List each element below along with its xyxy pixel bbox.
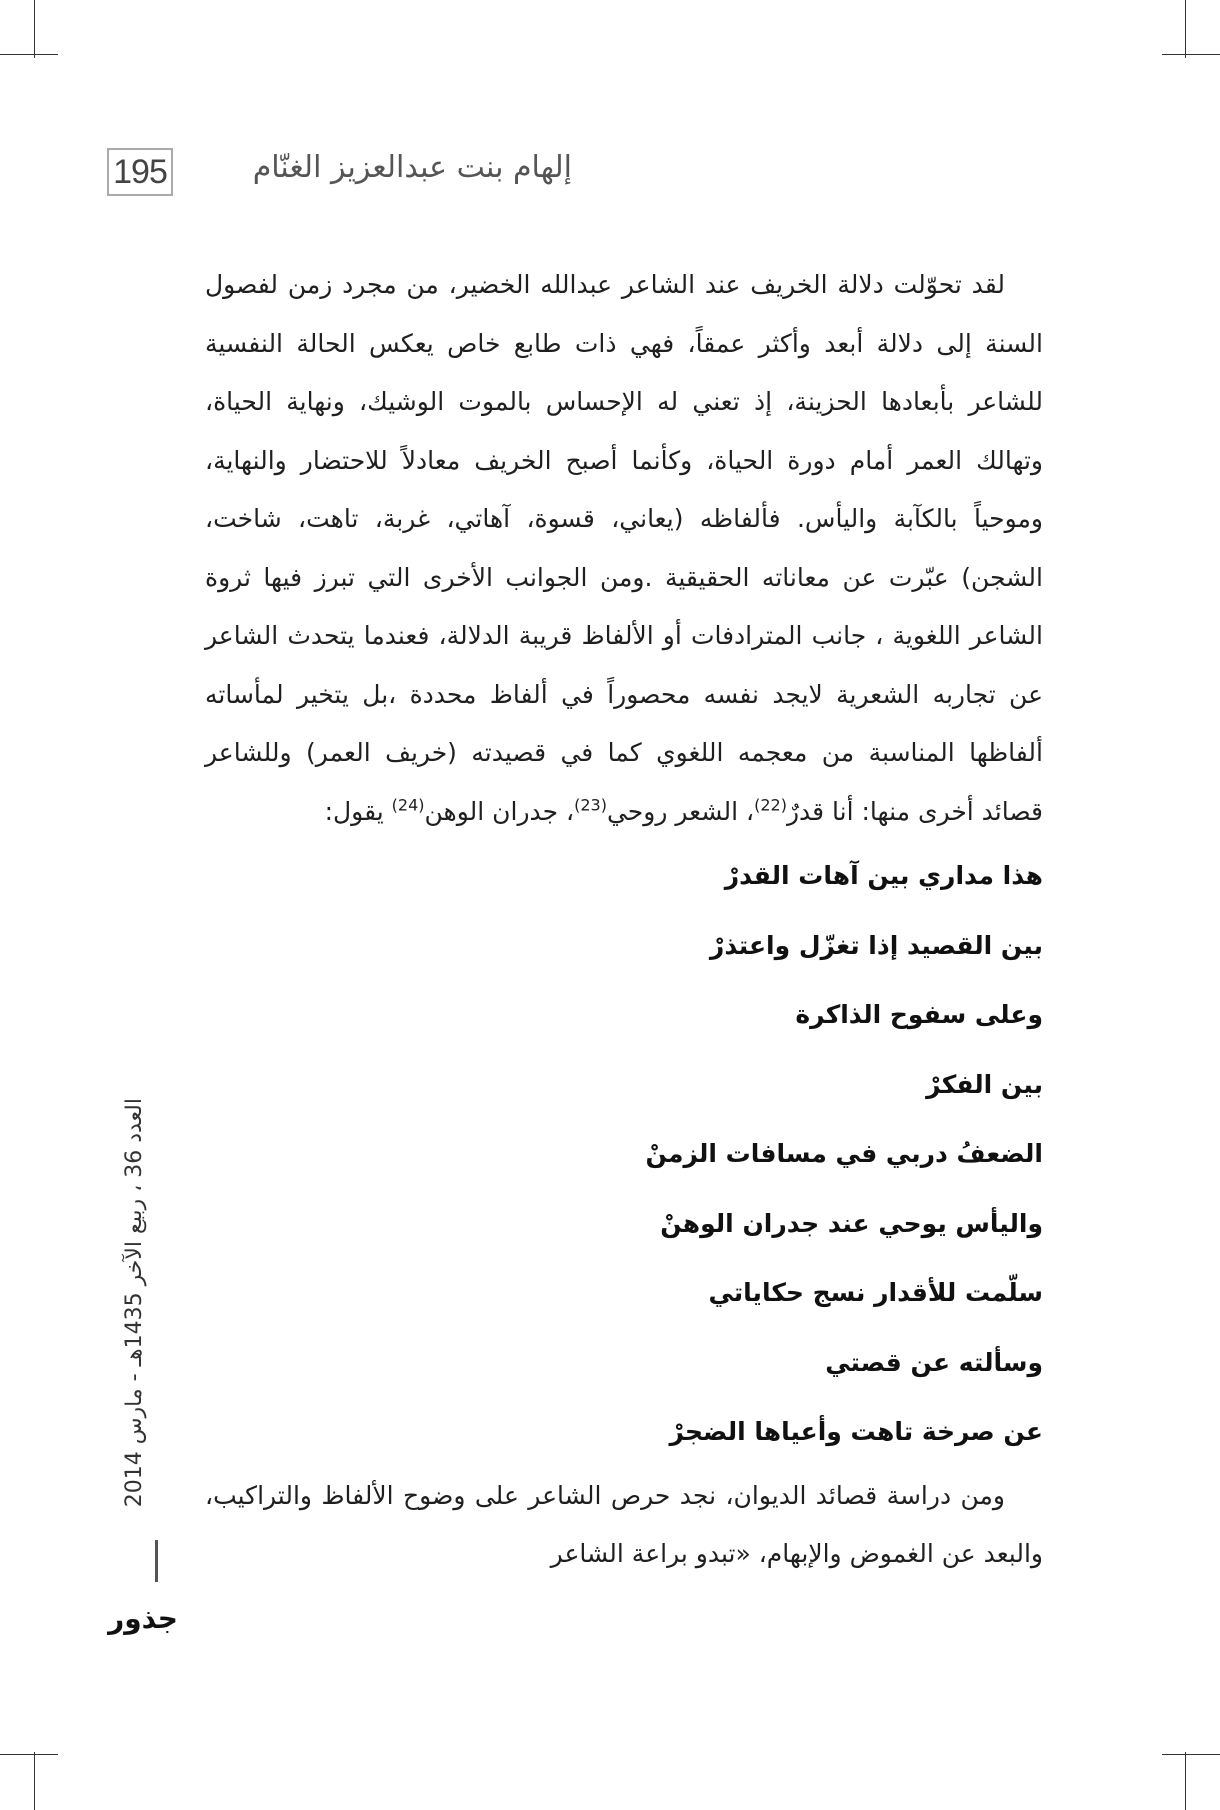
crop-mark — [0, 1754, 58, 1755]
page-number: 195 — [107, 148, 173, 196]
paragraph: ومن دراسة قصائد الديوان، نجد حرص الشاعر على وضوح الألفاظ والتراكيب، والبعد عن الغموض والإبهام، «تبدو براعة الشاعر — [205, 1480, 1043, 1568]
poem-line: الضعفُ دربي في مسافات الزمنْ — [645, 1139, 1043, 1168]
issue-info: العدد 36 ، ربيع الآخر 1435هـ - مارس 2014 — [122, 1098, 147, 1508]
paragraph-text: ، الشعر روحي — [606, 796, 755, 826]
crop-mark — [1162, 54, 1220, 55]
poem-line: عن صرخة تاهت وأعياها الضجرْ — [669, 1417, 1043, 1446]
crop-mark — [0, 54, 58, 55]
poem-line: واليأس يوحي عند جدران الوهنْ — [660, 1208, 1043, 1238]
crop-mark — [1185, 0, 1186, 58]
poem-line: بين الفكرْ — [926, 1069, 1043, 1099]
paragraph — [205, 256, 1043, 841]
article-body — [205, 256, 1043, 1584]
footnote-ref: (22) — [754, 795, 787, 815]
poem-line: هذا مداري بين آهات القدرْ — [724, 861, 1043, 890]
poem — [205, 841, 1043, 1467]
crop-mark — [34, 0, 35, 58]
poem-line: وعلى سفوح الذاكرة — [795, 1000, 1043, 1029]
crop-mark — [1162, 1754, 1220, 1755]
paragraph-text: ، جدران الوهن — [424, 796, 575, 826]
footnote-ref: (24) — [391, 795, 425, 815]
footnote-ref: (23) — [574, 795, 607, 815]
paragraph-text: يقول: — [324, 796, 392, 826]
crop-mark — [34, 1752, 35, 1810]
poem-line: بين القصيد إذا تغزّل واعتذرْ — [709, 930, 1043, 960]
poem-line: سلّمت للأقدار نسج حكاياتي — [708, 1278, 1043, 1307]
divider — [155, 1540, 158, 1582]
running-head-author: إلهام بنت عبدالعزيز الغنّام — [252, 150, 572, 185]
poem-line: وسألته عن قصتي — [825, 1347, 1043, 1377]
crop-mark — [1185, 1752, 1186, 1810]
paragraph-text: لقد تحوّلت دلالة الخريف عند الشاعر عبدالله الخضير، من مجرد زمن لفصول السنة إلى دلالة أبعد وأكثر عمقاً، فهي ذات طابع خاص يعكس الحالة النفسية للشاعر بأبعادها الحزينة، إذ تعني له الإحساس بالموت الوشيك، ونهاية الحياة، وتهالك العمر أمام دورة الحياة، وكأنما أصبح الخريف معادلاً للاحتضار والنهاية، وموحياً بالكآبة واليأس. فألفاظه (يعاني، قسوة، آهاتي، غربة، تاهت، شاخت، الشجن) عبّرت عن معاناته الحقيقية .ومن الجوانب الأخرى التي تبرز فيها ثروة الشاعر اللغوية ، جانب المترادفات أو الألفاظ قريبة الدلالة، فعندما يتحدث الشاعر عن تجاربه الشعرية لايجد نفسه محصوراً في ألفاظ محددة ،بل يتخير لمأساته ألفاظها المناسبة من معجمه اللغوي كما في قصيدته (خريف العمر) وللشاعر قصائد أخرى منها: أنا قدرٌ — [205, 270, 1043, 826]
journal-logo: جذور — [108, 1602, 178, 1635]
